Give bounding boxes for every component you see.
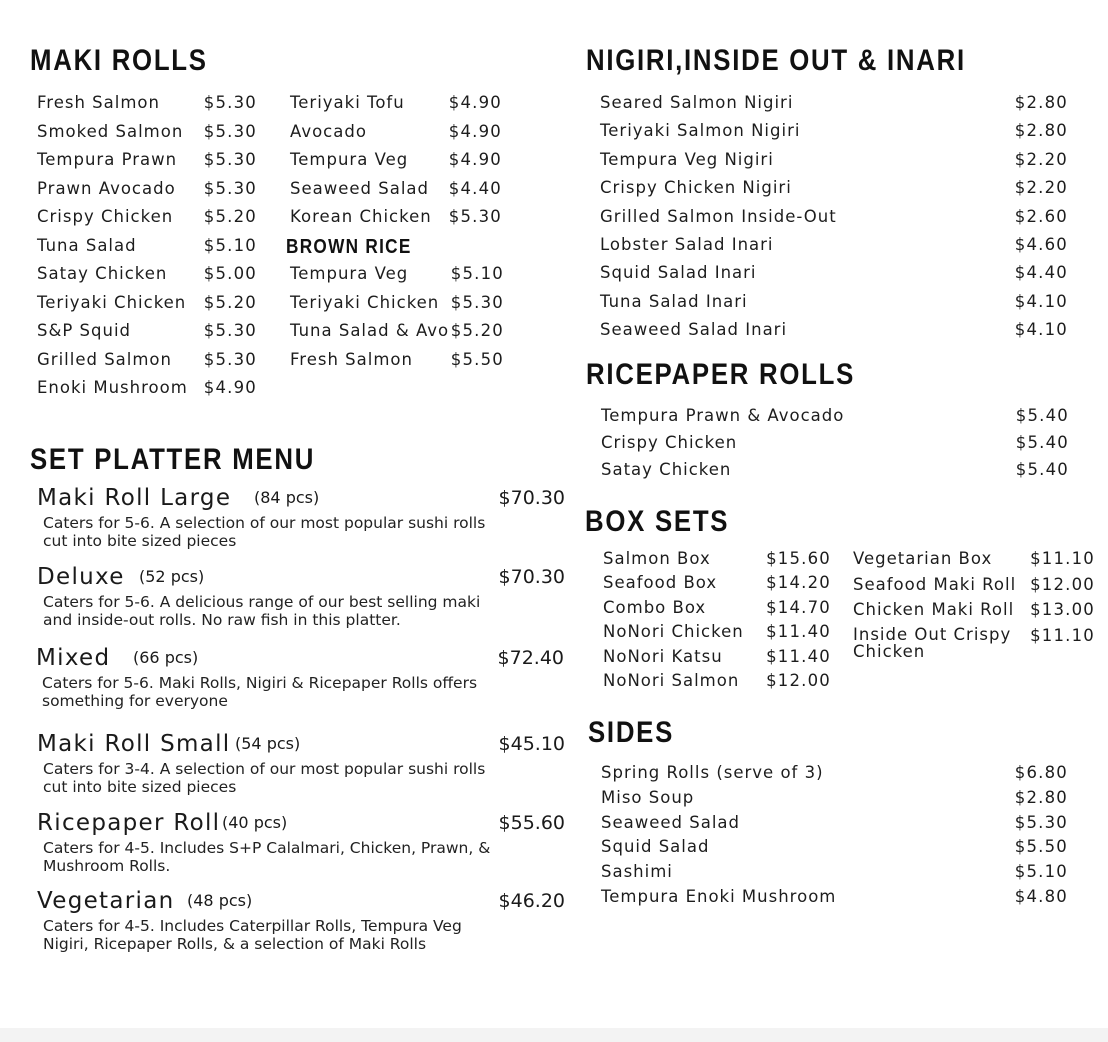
item-price: $5.10 bbox=[450, 264, 504, 283]
item-price: $5.10 bbox=[1014, 862, 1068, 882]
item-name: NoNori Katsu bbox=[603, 646, 723, 666]
platter-description: Caters for 5-6. A selection of our most popular sushi rolls cut into bite sized pieces bbox=[43, 514, 486, 550]
item-price: $5.20 bbox=[450, 321, 504, 340]
item-price: $12.00 bbox=[1030, 574, 1095, 594]
item-price: $5.30 bbox=[203, 349, 257, 369]
item-name: Korean Chicken bbox=[290, 207, 432, 226]
menu-item bbox=[37, 236, 257, 265]
item-name: Teriyaki Salmon Nigiri bbox=[600, 121, 801, 141]
item-name: Tuna Salad & Avo bbox=[290, 321, 450, 340]
item-name: Seaweed Salad bbox=[601, 812, 741, 832]
platter-price: $46.20 bbox=[498, 890, 565, 912]
item-price: $11.10 bbox=[1030, 625, 1095, 645]
menu-item bbox=[600, 93, 1068, 121]
item-name: Spring Rolls (serve of 3) bbox=[601, 763, 824, 782]
ricepaper-list bbox=[601, 406, 1069, 487]
item-name: Fresh Salmon bbox=[290, 349, 413, 369]
menu-item bbox=[290, 122, 502, 151]
menu-item bbox=[37, 321, 257, 350]
menu-item bbox=[601, 406, 1069, 433]
item-name: Tempura Prawn bbox=[37, 150, 178, 169]
maki-rolls-heading: MAKI ROLLS bbox=[30, 44, 208, 77]
platter-price: $70.30 bbox=[498, 487, 565, 509]
item-price: $4.90 bbox=[448, 93, 502, 112]
platter-name: Mixed bbox=[36, 645, 111, 671]
platter-description: Caters for 5-6. Maki Rolls, Nigiri & Ricepaper Rolls offers something for everyone bbox=[42, 674, 478, 710]
menu-item bbox=[37, 264, 257, 293]
platter-name: Deluxe bbox=[37, 564, 125, 590]
platter-price: $45.10 bbox=[498, 733, 565, 755]
platter-name: Maki Roll Small bbox=[37, 731, 231, 757]
item-price: $11.40 bbox=[766, 622, 831, 642]
set-platter-heading: SET PLATTER MENU bbox=[30, 443, 316, 476]
item-name: S&P Squid bbox=[37, 321, 131, 340]
menu-item bbox=[600, 263, 1068, 291]
item-name: Seaweed Salad bbox=[290, 178, 430, 198]
item-price: $15.60 bbox=[766, 549, 831, 568]
item-name: NoNori Salmon bbox=[603, 670, 740, 690]
platter-count: (66 pcs) bbox=[133, 648, 199, 667]
menu-item bbox=[600, 150, 1068, 178]
item-name: Satay Chicken bbox=[601, 460, 732, 479]
menu-item bbox=[601, 763, 1068, 788]
menu-item bbox=[603, 598, 831, 622]
menu-item bbox=[600, 292, 1068, 320]
menu-item bbox=[853, 549, 1095, 575]
item-price: $14.20 bbox=[766, 573, 831, 593]
item-name: Grilled Salmon bbox=[37, 349, 172, 369]
item-name: Seafood Maki Roll bbox=[853, 574, 1017, 594]
menu-item bbox=[603, 573, 831, 597]
item-price: $5.00 bbox=[203, 264, 257, 283]
maki-rolls-list-2 bbox=[290, 93, 502, 236]
item-price: $5.20 bbox=[203, 207, 257, 226]
item-name: Seared Salmon Nigiri bbox=[600, 93, 794, 112]
item-price: $5.10 bbox=[203, 235, 257, 255]
item-name: Tempura Veg bbox=[290, 264, 409, 283]
menu-item bbox=[290, 264, 504, 293]
platter-count: (54 pcs) bbox=[235, 734, 301, 753]
item-price: $2.20 bbox=[1014, 149, 1068, 169]
platter-description: Caters for 4-5. Includes S+P Calalmari, Chicken, Prawn, & Mushroom Rolls. bbox=[43, 839, 491, 875]
item-price: $2.20 bbox=[1014, 178, 1068, 198]
item-name: Combo Box bbox=[603, 597, 707, 617]
item-name: Tuna Salad bbox=[37, 235, 137, 255]
item-name: Tempura Prawn & Avocado bbox=[601, 406, 845, 425]
platter-name: Vegetarian bbox=[37, 888, 175, 914]
platter-description: Caters for 4-5. Includes Caterpillar Rolls, Tempura Veg Nigiri, Ricepaper Rolls, & a selection of Maki Rolls bbox=[43, 917, 462, 953]
item-name: Salmon Box bbox=[603, 549, 711, 568]
item-price: $4.10 bbox=[1014, 320, 1068, 340]
item-name: Seaweed Salad Inari bbox=[600, 320, 788, 340]
item-price: $4.60 bbox=[1014, 234, 1068, 254]
platter-count: (84 pcs) bbox=[254, 488, 320, 507]
item-name: Vegetarian Box bbox=[853, 549, 993, 568]
menu-item bbox=[600, 121, 1068, 149]
menu-item bbox=[290, 293, 504, 322]
item-name: Tuna Salad Inari bbox=[600, 291, 748, 311]
item-name: Grilled Salmon Inside-Out bbox=[600, 206, 837, 226]
platter-description: Caters for 5-6. A delicious range of our best selling maki and inside-out rolls. No raw fish in this platter. bbox=[43, 593, 481, 629]
platter-description: Caters for 3-4. A selection of our most popular sushi rolls cut into bite sized pieces bbox=[43, 760, 486, 796]
item-name: Prawn Avocado bbox=[37, 178, 176, 198]
item-name: Satay Chicken bbox=[37, 264, 168, 283]
platter-price: $72.40 bbox=[497, 647, 564, 669]
ricepaper-heading: RICEPAPER ROLLS bbox=[586, 358, 856, 391]
menu-item bbox=[853, 575, 1095, 601]
menu-item bbox=[601, 837, 1068, 862]
item-name: Miso Soup bbox=[601, 787, 695, 807]
menu-item bbox=[37, 93, 257, 122]
menu-item bbox=[600, 235, 1068, 263]
menu-item bbox=[290, 179, 502, 208]
item-price: $4.10 bbox=[1014, 291, 1068, 311]
item-price: $5.30 bbox=[203, 150, 257, 169]
platter-name: Ricepaper Roll bbox=[37, 810, 221, 836]
item-name: Tempura Enoki Mushroom bbox=[601, 886, 837, 906]
menu-item bbox=[603, 671, 831, 695]
platter-count: (52 pcs) bbox=[139, 567, 205, 586]
item-price: $5.30 bbox=[448, 207, 502, 226]
menu-item bbox=[37, 179, 257, 208]
box-sets-list-2 bbox=[853, 549, 1095, 666]
item-price: $4.90 bbox=[203, 378, 257, 397]
nigiri-heading: NIGIRI,INSIDE OUT & INARI bbox=[586, 44, 966, 77]
sides-list bbox=[601, 763, 1068, 912]
item-name: Seafood Box bbox=[603, 573, 718, 593]
menu-item bbox=[37, 122, 257, 151]
item-price: $2.80 bbox=[1014, 121, 1068, 141]
bottom-band bbox=[0, 1028, 1108, 1042]
menu-item bbox=[37, 207, 257, 236]
item-name: Teriyaki Chicken bbox=[37, 292, 187, 312]
item-price: $12.00 bbox=[766, 670, 831, 690]
menu-item bbox=[601, 862, 1068, 887]
item-price: $4.90 bbox=[448, 150, 502, 169]
menu-item bbox=[603, 549, 831, 573]
item-price: $5.30 bbox=[203, 321, 257, 340]
nigiri-list bbox=[600, 93, 1068, 349]
item-name: Squid Salad bbox=[601, 837, 710, 857]
item-name: Avocado bbox=[290, 121, 367, 141]
item-price: $6.80 bbox=[1014, 763, 1068, 782]
item-price: $11.10 bbox=[1030, 549, 1095, 568]
item-price: $5.40 bbox=[1015, 406, 1069, 425]
item-name: Crispy Chicken bbox=[37, 207, 174, 226]
platter-price: $55.60 bbox=[498, 812, 565, 834]
item-price: $4.80 bbox=[1014, 886, 1068, 906]
item-price: $14.70 bbox=[766, 597, 831, 617]
menu-item bbox=[601, 887, 1068, 912]
brown-rice-heading: BROWN RICE bbox=[286, 236, 412, 258]
item-price: $4.40 bbox=[1014, 263, 1068, 283]
item-name: Chicken Maki Roll bbox=[853, 600, 1015, 619]
item-price: $4.90 bbox=[448, 121, 502, 141]
menu-item bbox=[37, 150, 257, 179]
box-sets-list-1 bbox=[603, 549, 831, 695]
menu-item bbox=[600, 178, 1068, 206]
item-price: $5.20 bbox=[203, 292, 257, 312]
item-name: Lobster Salad Inari bbox=[600, 234, 774, 254]
item-name: Inside Out Crispy Chicken bbox=[853, 624, 1012, 661]
item-price: $5.30 bbox=[203, 178, 257, 198]
maki-rolls-list-1 bbox=[37, 93, 257, 407]
platter-name: Maki Roll Large bbox=[37, 485, 232, 511]
menu-item bbox=[601, 813, 1068, 838]
item-name: Tempura Veg bbox=[290, 150, 409, 169]
item-name: Squid Salad Inari bbox=[600, 263, 757, 283]
item-name: Smoked Salmon bbox=[37, 121, 184, 141]
item-price: $5.40 bbox=[1015, 460, 1069, 479]
menu-item bbox=[601, 460, 1069, 487]
item-name: Sashimi bbox=[601, 862, 673, 882]
menu-item bbox=[290, 150, 502, 179]
platter-count: (40 pcs) bbox=[222, 813, 288, 832]
platter-price: $70.30 bbox=[498, 566, 565, 588]
menu-item bbox=[603, 622, 831, 646]
item-name: Crispy Chicken Nigiri bbox=[600, 178, 792, 198]
item-price: $5.50 bbox=[1014, 837, 1068, 857]
sides-heading: SIDES bbox=[588, 716, 675, 749]
item-name: Fresh Salmon bbox=[37, 93, 160, 112]
item-price: $2.60 bbox=[1014, 206, 1068, 226]
item-name: NoNori Chicken bbox=[603, 622, 744, 642]
item-price: $5.30 bbox=[1014, 812, 1068, 832]
menu-item bbox=[37, 350, 257, 379]
item-price: $5.30 bbox=[203, 121, 257, 141]
item-name: Enoki Mushroom bbox=[37, 378, 188, 397]
item-price: $2.80 bbox=[1014, 93, 1068, 112]
menu-item bbox=[601, 788, 1068, 813]
item-name: Crispy Chicken bbox=[601, 433, 738, 452]
item-price: $5.30 bbox=[450, 292, 504, 312]
menu-item bbox=[37, 293, 257, 322]
menu-item bbox=[290, 93, 502, 122]
item-price: $4.40 bbox=[448, 178, 502, 198]
menu-item bbox=[601, 433, 1069, 460]
menu-item bbox=[290, 207, 502, 236]
menu-item bbox=[600, 207, 1068, 235]
item-price: $11.40 bbox=[766, 646, 831, 666]
item-name: Teriyaki Chicken bbox=[290, 292, 440, 312]
menu-item bbox=[37, 378, 257, 407]
menu-item bbox=[290, 321, 504, 350]
menu-item bbox=[853, 626, 1095, 666]
box-sets-heading: BOX SETS bbox=[585, 505, 730, 538]
item-price: $5.30 bbox=[203, 93, 257, 112]
item-price: $5.40 bbox=[1015, 433, 1069, 452]
item-price: $2.80 bbox=[1014, 787, 1068, 807]
platter-count: (48 pcs) bbox=[187, 891, 253, 910]
item-name: Teriyaki Tofu bbox=[290, 93, 405, 112]
menu-item bbox=[853, 600, 1095, 626]
brown-rice-list bbox=[290, 264, 504, 378]
item-price: $13.00 bbox=[1030, 600, 1095, 619]
menu-item bbox=[600, 320, 1068, 348]
menu-item bbox=[290, 350, 504, 379]
item-price: $5.50 bbox=[450, 349, 504, 369]
item-name: Tempura Veg Nigiri bbox=[600, 149, 774, 169]
menu-item bbox=[603, 647, 831, 671]
